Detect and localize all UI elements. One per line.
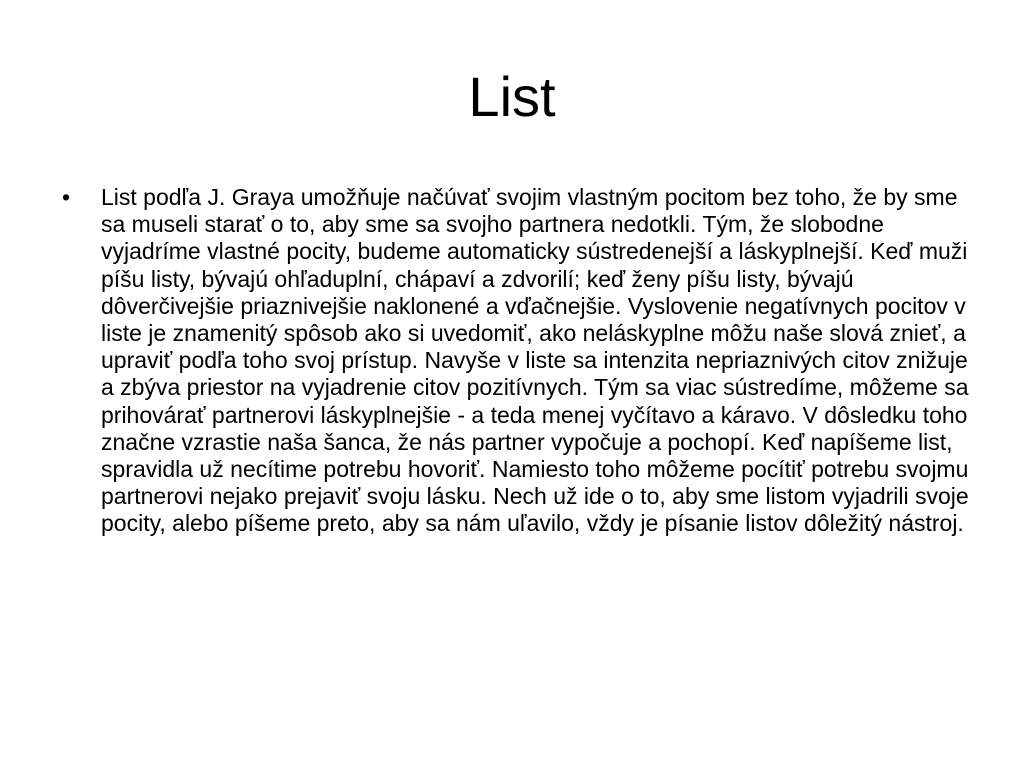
bullet-text: List podľa J. Graya umožňuje načúvať svojim vlastným pocitom bez toho, že by sme sa museli starať o to, aby sme sa svojho partnera nedotkli. Tým, že slobodne vyjadríme vlastné pocity, budeme automaticky sústredenejší a láskyplnejší. Keď muži píšu listy, bývajú ohľaduplní, chápaví a zdvorilí; keď ženy píšu listy, bývajú dôverčivejšie priaznivejšie naklonené a vďačnejšie. Vyslovenie negatívnych pocitov v liste je znamenitý spôsob ako si uvedomiť, ako neláskyplne môžu naše slová znieť, a upraviť podľa toho svoj prístup. Navyše v liste sa intenzita nepriaznivých citov znižuje a zbýva priestor na vyjadrenie citov pozitívnych. Tým sa viac sústredíme, môžeme sa prihovárať partnerovi láskyplnejšie - a teda menej vyčítavo a káravo. V dôsledku toho značne vzrastie naša šanca, že nás partner vypočuje a pochopí. Keď napíšeme list, spravidla už necítime potrebu hovoriť. Namiesto toho môžeme pocítiť potrebu svojmu partnerovi nejako prejaviť svoju lásku. Nech už ide o to, aby sme listom vyjadrili svoje pocity, alebo píšeme preto, aby sa nám uľavilo, vždy je písanie listov dôležitý nástroj. [101, 184, 969, 537]
slide-title: List [468, 65, 556, 128]
bullet-list [60, 184, 970, 538]
bullet-marker: • [62, 184, 71, 210]
bullet-item [60, 184, 970, 538]
